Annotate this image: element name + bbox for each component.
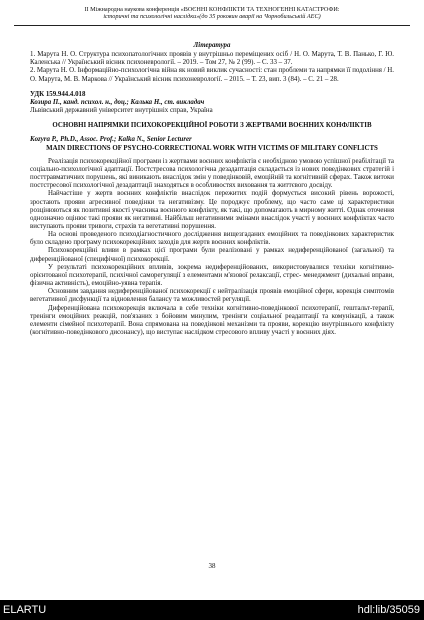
article-title-ua: ОСНОВНІ НАПРЯМКИ ПСИХОКОРЕКЦІЙНОЇ РОБОТИ З ЖЕРТВАМИ ВОЄННИХ КОНФЛІКТІВ (52, 122, 372, 130)
body-paragraph: На основі проведеного психодіагностичного дослідження вищезгаданих емоційних та поведінкових характеристик було складено програму психокорекційних заходів для жертв воєнних конфліктів. (30, 231, 394, 247)
body-paragraph: У результаті психокорекційних впливів, зокрема недиференційованих, використовувалися техніки когнітивно-орієнтованої психотерапії, психічної саморегуляції з елементами м'язової релаксації, стрес- менеджмент (дихальні вправи, фізична активність), емоційно-уявна терапія. (30, 263, 394, 288)
header-divider (14, 25, 410, 26)
handle-identifier: hdl:lib/35059 (357, 604, 420, 616)
body-paragraph: Найчастіше у жертв воєнних конфліктів внаслідок пережитих подій формується високий рівень ворожості, зростають прояви агресивної поведінки та негативізму. Це породжує проблему, що часто саме ці характеристики розцінюються як позитивні якості учасника воєнного конфлікту, як такі, що допомагають в мирному житті. Однак оточення однозначно оцінює такі прояви як негативні. Найбільш негативними змінами внаслідок участі у воєнних конфліктах часто виступають прояви тривоги, страхів та вегетативні порушення. (30, 190, 394, 230)
references-title: Література (193, 42, 231, 49)
page-number: 38 (208, 562, 216, 570)
repository-name: ELARTU (3, 604, 47, 616)
conference-header-line-1: ІІ Міжнародна наукова конференція «ВОЄННІ КОНФЛІКТИ ТА ТЕХНОГЕННІ КАТАСТРОФИ: (84, 6, 340, 13)
page-content (30, 32, 394, 337)
reference-item: 2. Марута Н. О. Інформаційно-психологічна війна як новий виклик сучасності: стан проблеми та напрямки її подоління / Н. О. Марута, М. В. Маркова // Український вісник психоневрології. – 2015. – Т. 23, вип. 3 (84). – С. 21 – 28. (30, 67, 394, 83)
body-paragraph: Диференційована психокорекція включала в себе техніки когнітивно-поведінкової психотерапії, гештальт-терапії, тренінги емоційних реакцій, пов'язаних з бойовим минулим, тренінги соціальної реадаптації та комунікації, а також елементи сімейної психотерапії. Вона спрямована на поведінкові механізми та прояви, корекцію внутрішнього конфлікту (когнітивно-поведінкового дисонансу), що виступає наслідком стресового впливу участі у воєнних діях. (30, 304, 394, 336)
body-paragraph: Реалізація психокорекційної програми із жертвами воєнних конфліктів є необхідною умовою успішної реабілітації та соціально-психологічної адаптації. Постстресова психологічна дезадаптація складається із нових поведінкових стратегій і посттравматичних порушень, які виникають внаслідок змін у поведінковій, емоційній та когнітивній сферах. Також витоки постстресової психологічної дезадаптації знаходяться в особливостях виховання та життєвого досвіду. (30, 157, 394, 190)
body-paragraph: Основним завдання недиференційованої психокорекції є нейтралізація проявів емоційної сфери, корекція симптомів вегетативної дисфункції та відновлення балансу та можливостей регуляції. (30, 288, 394, 304)
article-title-en: MAIN DIRECTIONS OF PSYCHO-CORRECTIONAL WORK WITH VICTIMS OF MILITARY CONFLICTS (46, 144, 378, 152)
authors-ua: Козира П., канд. психол. н., доц.; Калька Н., ст. викладач (30, 98, 205, 106)
authors-en: Kozyra P., Ph.D., Assoc. Prof.; Kalka N., Senior Lecturer (30, 136, 192, 144)
affiliation-ua: Львівський державний університет внутрішніх справ, Україна (30, 107, 213, 115)
conference-header-line-2: історичні та психологічні наслідки»(до 35 роковин аварії на Чорнобильській АЕС) (103, 13, 321, 21)
repository-footer-bar (0, 600, 424, 620)
body-paragraph: Психокорекційні вливи в рамках цієї програми були реалізовані у рамках недиференційованої (загальної) та диференційованої (специфічної) психокорекції. (30, 247, 394, 263)
reference-item: 1. Марута Н. О. Структура психопатологічних проявів у внутрішньо переміщених осіб / Н. О. Марута, Т. В. Панько, Г. Ю. Каленська // Український вісник психоневрології. – 2019. – Том 27, № 2 (99). – С. 33 – 37. (30, 51, 394, 67)
udc-code: УДК 159.944.4.018 (30, 90, 86, 98)
conference-header (14, 6, 410, 21)
